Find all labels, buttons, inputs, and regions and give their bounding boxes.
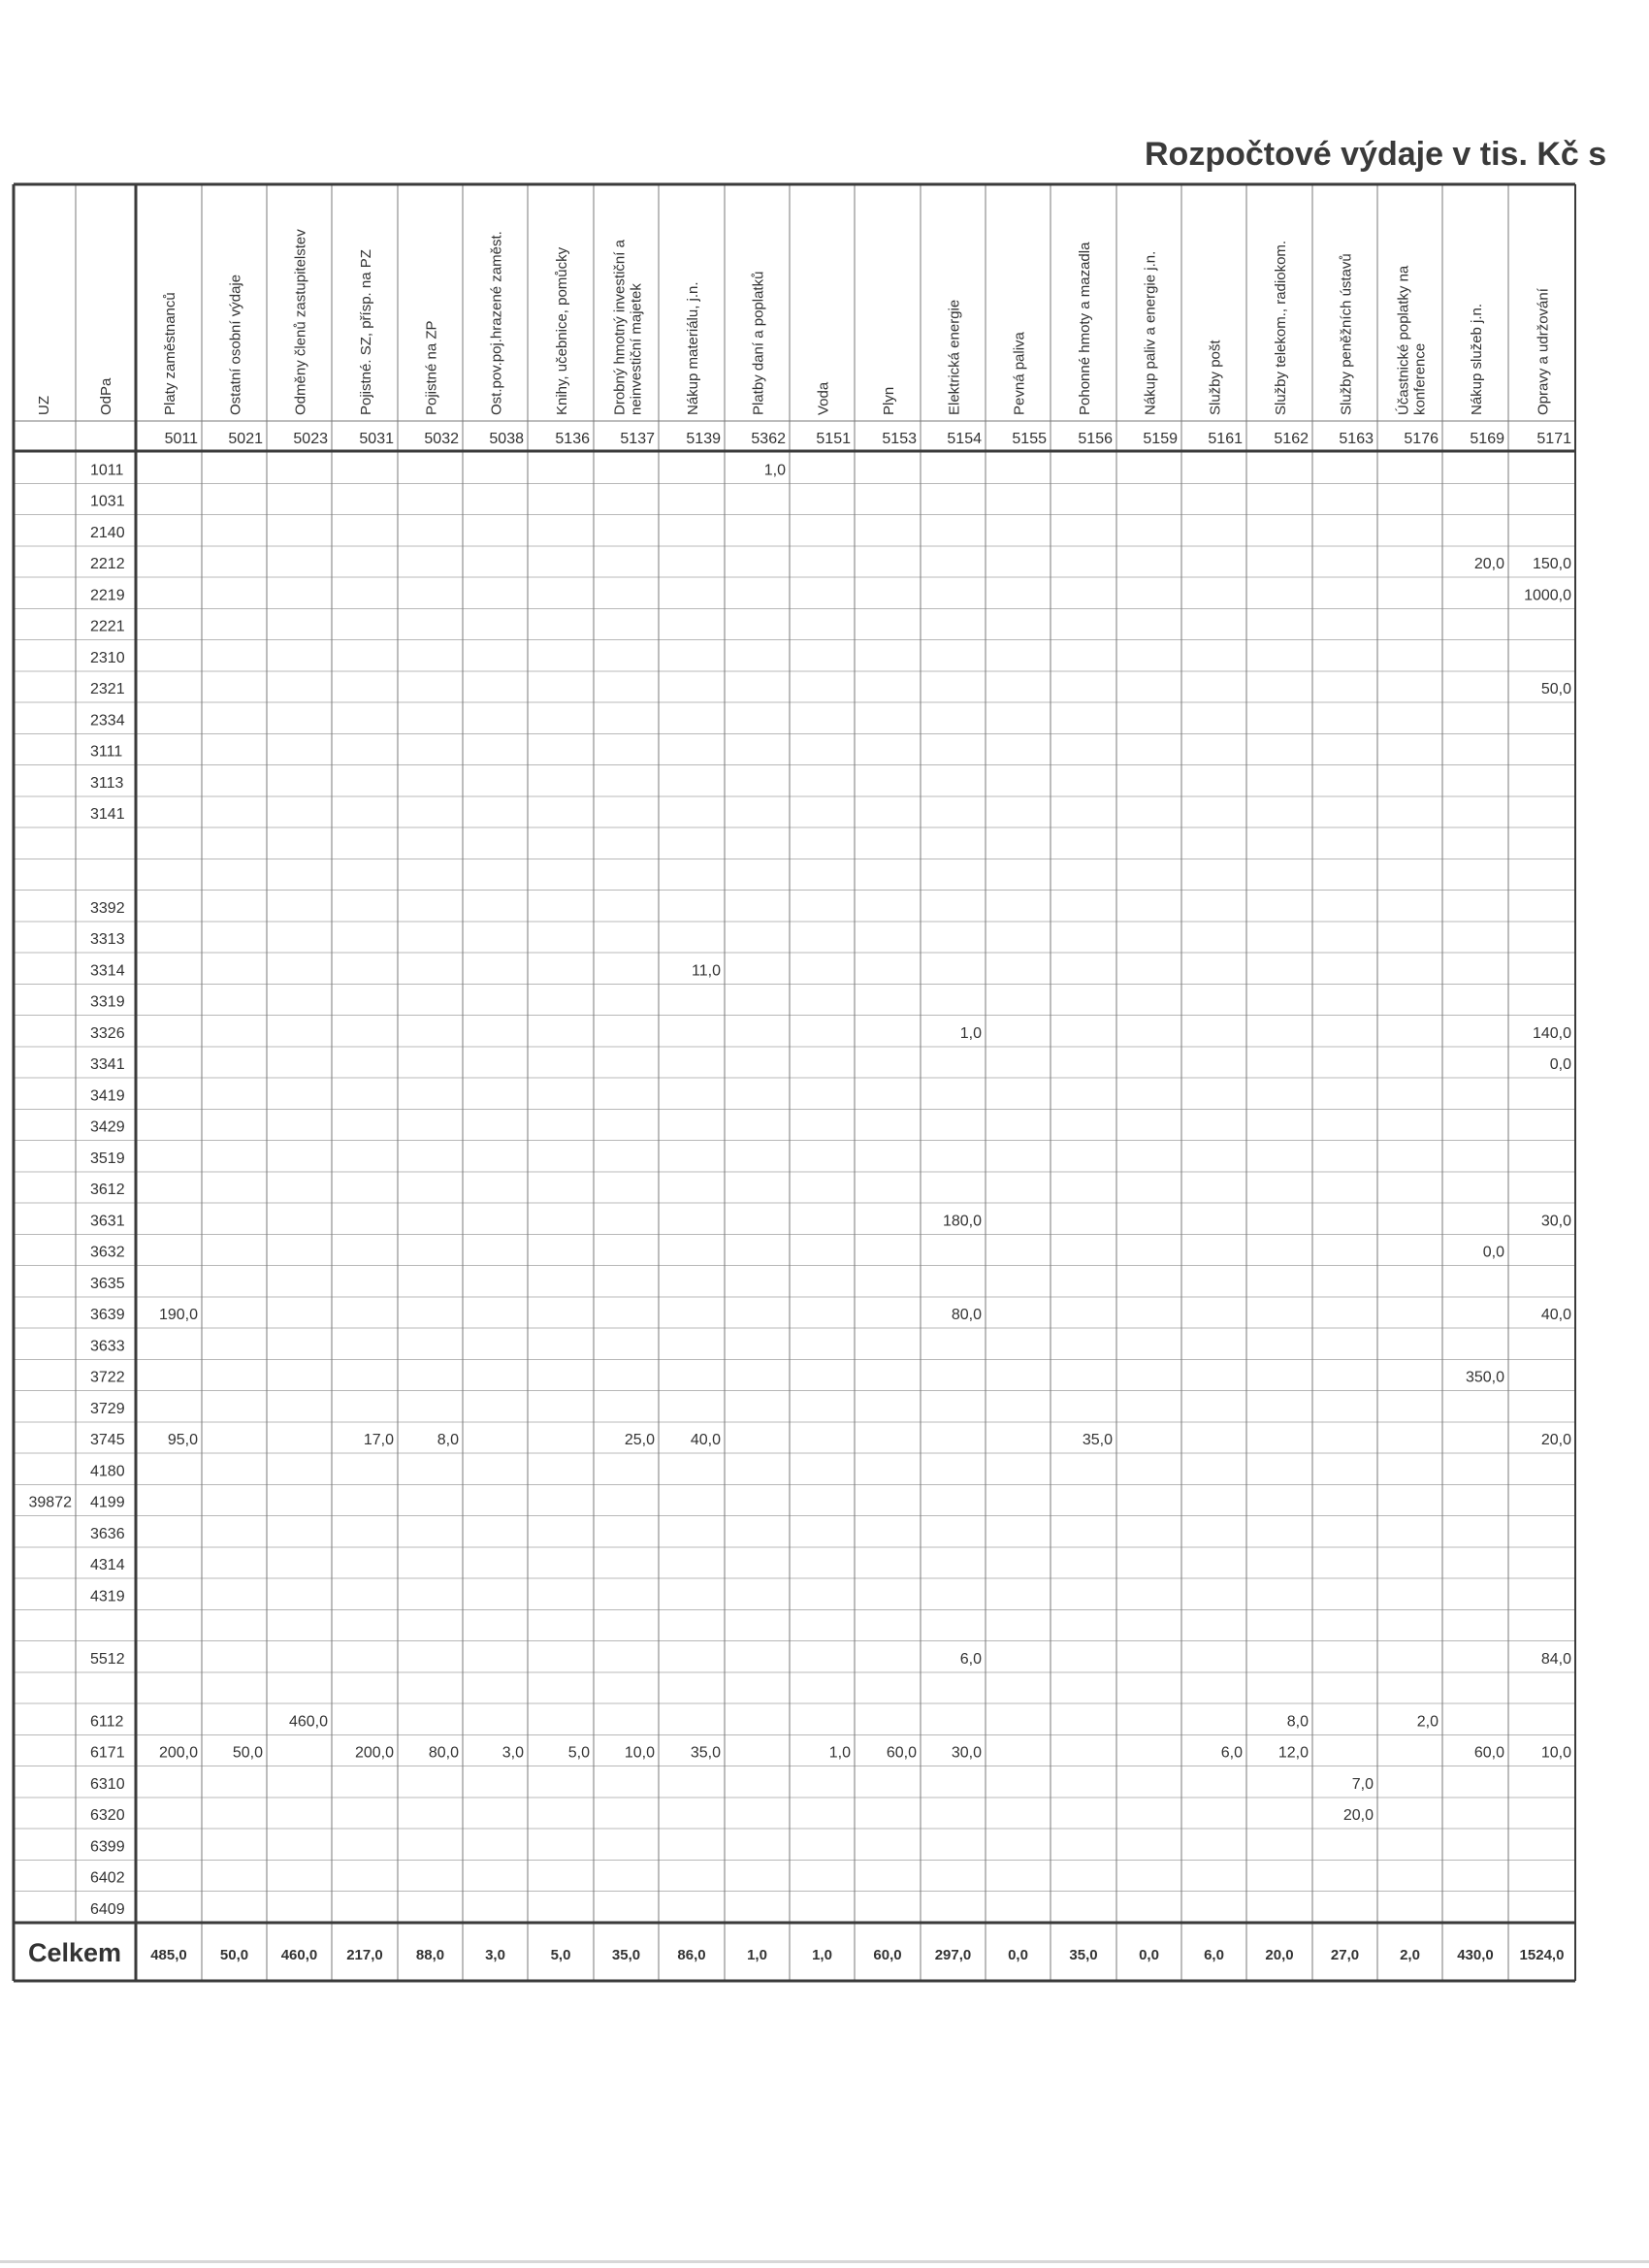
total-value: 2,0 — [1400, 1946, 1420, 1963]
column-header-5038: Ost.pov.poj.hrazené zaměst. — [488, 231, 505, 415]
row-odpa: 6171 — [90, 1744, 125, 1762]
uz-header: UZ — [36, 396, 52, 415]
cell-value: 20,0 — [1540, 1432, 1571, 1448]
cell-value: 460,0 — [288, 1713, 328, 1731]
row-odpa: 2212 — [90, 556, 125, 572]
cell-value: 30,0 — [1540, 1213, 1571, 1230]
total-value: 0,0 — [1139, 1946, 1159, 1963]
row-odpa: 2334 — [90, 712, 125, 729]
cell-value: 40,0 — [1540, 1307, 1571, 1323]
column-code-5021: 5021 — [228, 431, 263, 447]
total-value: 27,0 — [1330, 1946, 1360, 1963]
total-value: 1524,0 — [1519, 1946, 1565, 1963]
cell-value: 5,0 — [567, 1744, 590, 1762]
cell-value: 12,0 — [1277, 1744, 1309, 1762]
cell-value: 1000,0 — [1524, 587, 1571, 604]
cell-value: 6,0 — [959, 1650, 982, 1668]
scan-edge-divider — [0, 2260, 1649, 2263]
cell-value: 3,0 — [501, 1744, 524, 1762]
row-odpa: 3429 — [90, 1118, 125, 1136]
total-value: 60,0 — [873, 1946, 902, 1963]
total-value: 0,0 — [1008, 1946, 1028, 1963]
column-header-5032: Pojistné na ZP — [423, 320, 440, 415]
cell-value: 7,0 — [1351, 1775, 1374, 1793]
row-odpa: 2219 — [90, 587, 125, 604]
column-header-5163: Služby peněžních ústavů — [1338, 253, 1355, 415]
total-value: 86,0 — [677, 1946, 706, 1963]
cell-value: 8,0 — [1286, 1713, 1309, 1731]
row-odpa: 2221 — [90, 618, 125, 635]
total-value: 3,0 — [485, 1946, 505, 1963]
row-odpa: 6310 — [90, 1775, 125, 1793]
row-odpa: 6402 — [90, 1869, 125, 1887]
row-odpa: 3319 — [90, 993, 125, 1011]
total-value: 1,0 — [747, 1946, 767, 1963]
column-header-5137: Drobný hmotný investiční a — [611, 240, 629, 415]
row-odpa: 3111 — [90, 743, 123, 761]
cell-value: 60,0 — [886, 1744, 917, 1762]
column-code-5163: 5163 — [1339, 431, 1374, 447]
total-value: 50,0 — [219, 1946, 249, 1963]
cell-value: 80,0 — [951, 1307, 982, 1323]
total-value: 1,0 — [812, 1946, 832, 1963]
column-header-5161: Služby pošt — [1207, 340, 1224, 415]
row-odpa: 2310 — [90, 649, 125, 666]
total-value: 35,0 — [611, 1946, 641, 1963]
cell-value: 10,0 — [624, 1744, 655, 1762]
row-odpa: 3635 — [90, 1275, 125, 1292]
row-odpa: 1011 — [90, 462, 124, 479]
total-value: 6,0 — [1204, 1946, 1224, 1963]
row-odpa: 3313 — [90, 931, 125, 948]
row-odpa: 4314 — [90, 1557, 125, 1573]
cell-value: 11,0 — [692, 962, 721, 980]
column-code-5139: 5139 — [686, 431, 721, 447]
cell-value: 25,0 — [624, 1432, 655, 1448]
cell-value: 6,0 — [1220, 1744, 1243, 1762]
row-odpa: 3314 — [90, 962, 125, 980]
row-odpa: 1031 — [90, 493, 125, 510]
cell-value: 0,0 — [1549, 1056, 1571, 1073]
row-odpa: 4319 — [90, 1588, 125, 1605]
column-code-5159: 5159 — [1143, 431, 1178, 447]
row-odpa: 3745 — [90, 1432, 125, 1448]
cell-value: 180,0 — [942, 1213, 982, 1230]
cell-value: 20,0 — [1342, 1807, 1374, 1824]
column-code-5136: 5136 — [555, 431, 590, 447]
totals-label: Celkem — [27, 1937, 122, 1967]
total-value: 460,0 — [280, 1946, 318, 1963]
row-odpa: 5512 — [90, 1650, 125, 1668]
total-value: 485,0 — [150, 1946, 187, 1963]
column-header-5153: Plyn — [881, 386, 897, 415]
cell-value: 8,0 — [436, 1432, 459, 1448]
column-code-5032: 5032 — [424, 431, 459, 447]
column-code-5031: 5031 — [359, 431, 394, 447]
column-header-5169: Nákup služeb j.n. — [1469, 303, 1485, 415]
row-odpa: 3633 — [90, 1338, 125, 1355]
column-header-5159: Nákup paliv a energie j.n. — [1142, 250, 1159, 415]
total-value: 297,0 — [934, 1946, 972, 1963]
column-header-5156: Pohonné hmoty a mazadla — [1077, 242, 1093, 415]
column-code-5171: 5171 — [1536, 431, 1571, 447]
row-odpa: 2321 — [90, 681, 125, 697]
cell-value: 30,0 — [951, 1744, 982, 1762]
column-code-5137: 5137 — [620, 431, 655, 447]
cell-value: 20,0 — [1473, 556, 1504, 572]
cell-value: 50,0 — [232, 1744, 263, 1762]
total-value: 35,0 — [1069, 1946, 1098, 1963]
column-header-5023: Odměny členů zastupitelstev — [292, 229, 309, 415]
cell-value: 350,0 — [1465, 1369, 1504, 1386]
total-value: 5,0 — [550, 1946, 571, 1963]
row-odpa: 3326 — [90, 1024, 125, 1042]
row-odpa: 4199 — [90, 1494, 125, 1511]
column-header-5362: Platby daní a poplatků — [750, 271, 767, 415]
cell-value: 35,0 — [690, 1744, 721, 1762]
row-odpa: 3639 — [90, 1307, 125, 1323]
row-odpa: 3341 — [90, 1056, 125, 1073]
total-value: 217,0 — [346, 1946, 383, 1963]
row-odpa: 3392 — [90, 899, 125, 917]
column-code-5362: 5362 — [751, 431, 786, 447]
cell-value: 1,0 — [828, 1744, 851, 1762]
cell-value: 60,0 — [1473, 1744, 1504, 1762]
cell-value: 40,0 — [690, 1432, 721, 1448]
cell-value: 0,0 — [1482, 1244, 1504, 1261]
column-header-5162: Služby telekom., radiokom. — [1273, 240, 1289, 415]
cell-value: 1,0 — [959, 1024, 982, 1042]
column-code-5011: 5011 — [164, 431, 198, 447]
column-header-5154: Elektrická energie — [946, 299, 963, 415]
column-code-5162: 5162 — [1274, 431, 1309, 447]
column-code-5151: 5151 — [816, 431, 851, 447]
column-header-5031: Pojistné. SZ, přísp. na PZ — [358, 249, 374, 415]
column-code-5038: 5038 — [489, 431, 524, 447]
row-odpa: 3113 — [90, 774, 124, 792]
row-odpa: 3631 — [90, 1213, 125, 1230]
column-header-5137-line2: neinvestiční majetek — [628, 283, 645, 415]
row-odpa: 3419 — [90, 1087, 125, 1105]
column-header-5139: Nákup materiálu, j.n. — [685, 281, 701, 415]
column-code-5156: 5156 — [1078, 431, 1113, 447]
row-uz: 39872 — [28, 1494, 72, 1511]
total-value: 20,0 — [1265, 1946, 1294, 1963]
row-odpa: 3632 — [90, 1244, 125, 1261]
column-code-5169: 5169 — [1470, 431, 1504, 447]
total-value: 88,0 — [415, 1946, 445, 1963]
column-code-5161: 5161 — [1208, 431, 1243, 447]
column-header-5176-line2: konference — [1411, 342, 1429, 415]
total-value: 430,0 — [1457, 1946, 1494, 1963]
row-odpa: 6409 — [90, 1900, 125, 1918]
row-odpa: 2140 — [90, 524, 125, 541]
column-code-5153: 5153 — [882, 431, 917, 447]
cell-value: 200,0 — [158, 1744, 198, 1762]
column-header-5011: Platy zaměstnanců — [162, 292, 178, 415]
column-code-5023: 5023 — [293, 431, 328, 447]
cell-value: 95,0 — [167, 1432, 198, 1448]
column-header-5136: Knihy, učebnice, pomůcky — [554, 246, 570, 415]
column-header-5155: Pevná paliva — [1011, 332, 1028, 415]
row-odpa: 3722 — [90, 1369, 125, 1386]
cell-value: 2,0 — [1416, 1713, 1439, 1731]
cell-value: 84,0 — [1540, 1650, 1571, 1668]
column-header-5171: Opravy a udržování — [1535, 288, 1552, 415]
odpa-header: OdPa — [98, 377, 114, 415]
column-header-5151: Voda — [815, 381, 832, 415]
row-odpa: 6112 — [90, 1713, 124, 1731]
cell-value: 17,0 — [363, 1432, 394, 1448]
row-odpa: 6399 — [90, 1838, 125, 1856]
row-odpa: 3729 — [90, 1400, 125, 1417]
cell-value: 190,0 — [158, 1307, 198, 1323]
column-code-5176: 5176 — [1404, 431, 1439, 447]
cell-value: 1,0 — [763, 462, 786, 479]
column-code-5155: 5155 — [1012, 431, 1047, 447]
row-odpa: 3141 — [90, 806, 125, 823]
column-header-5176: Účastnické poplatky na — [1395, 265, 1412, 415]
cell-value: 140,0 — [1532, 1024, 1571, 1042]
row-odpa: 6320 — [90, 1807, 125, 1824]
cell-value: 10,0 — [1540, 1744, 1571, 1762]
cell-value: 80,0 — [428, 1744, 459, 1762]
row-odpa: 3636 — [90, 1525, 125, 1542]
cell-value: 50,0 — [1540, 681, 1571, 697]
row-odpa: 3612 — [90, 1182, 125, 1198]
column-code-5154: 5154 — [947, 431, 982, 447]
row-odpa: 3519 — [90, 1150, 125, 1167]
cell-value: 200,0 — [354, 1744, 394, 1762]
cell-value: 35,0 — [1082, 1432, 1113, 1448]
page-title: Rozpočtové výdaje v tis. Kč s — [1145, 136, 1607, 173]
row-odpa: 4180 — [90, 1463, 125, 1480]
column-header-5021: Ostatní osobní výdaje — [227, 274, 244, 415]
cell-value: 150,0 — [1532, 556, 1571, 572]
